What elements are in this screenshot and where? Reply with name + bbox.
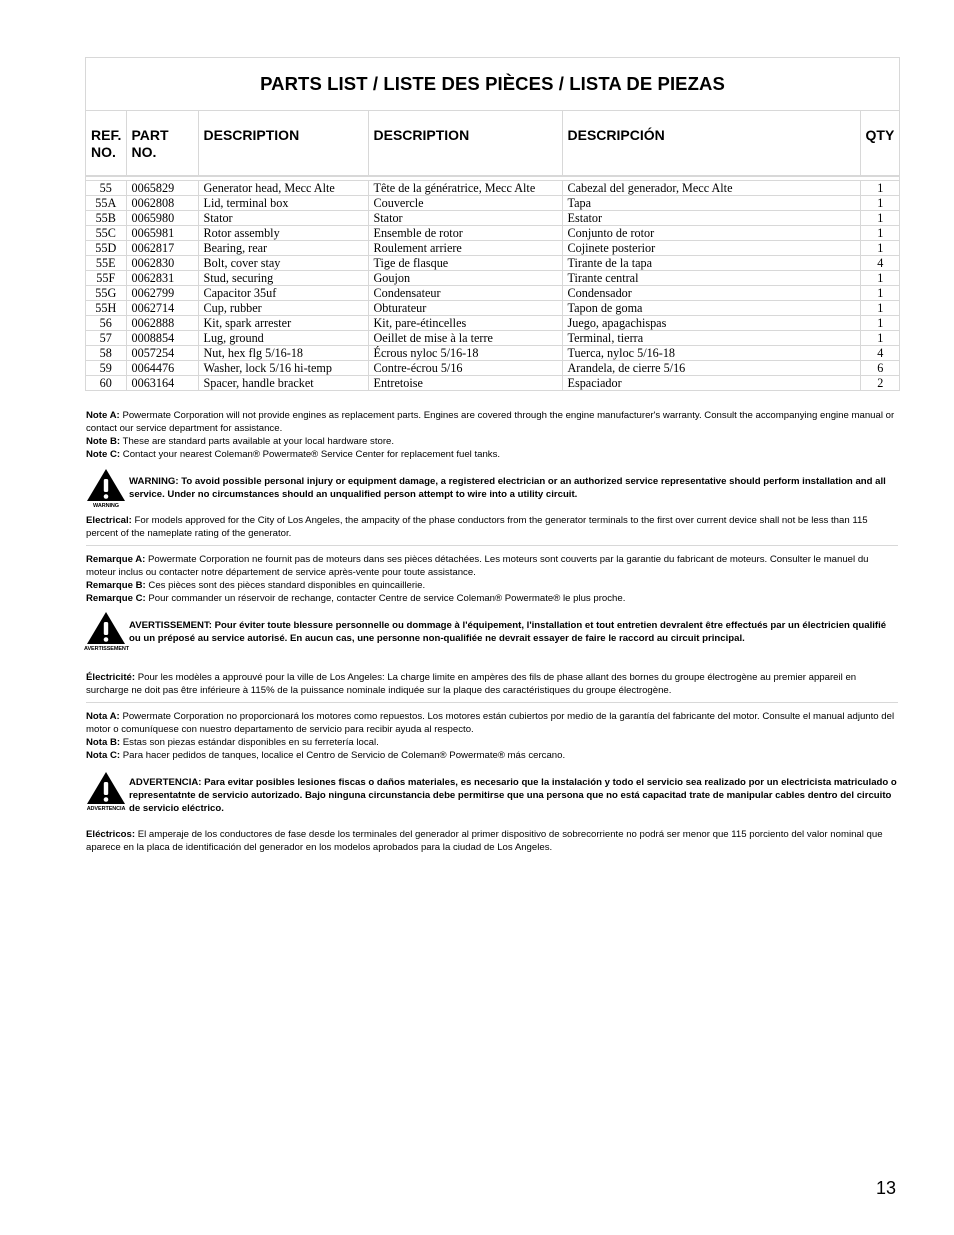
warning-icon: AVERTISSEMENT: [84, 611, 128, 652]
cell-ref-no: 55H: [86, 301, 126, 316]
col-qty: QTY: [865, 127, 895, 143]
cell-description-es: Tapa: [562, 196, 860, 211]
table-header-row: [86, 111, 899, 176]
cell-ref-no: 55G: [86, 286, 126, 301]
cell-description-en: Lug, ground: [198, 331, 368, 346]
cell-qty: 6: [860, 361, 899, 376]
cell-description-en: Nut, hex flg 5/16-18: [198, 346, 368, 361]
page-number: 13: [876, 1178, 897, 1198]
table-row: [86, 256, 899, 271]
warning-text: WARNING: To avoid possible personal injury or equipment damage, a registered electrician or an authorized service representative should perform installation and all service. Under no circumstances should an unqualified person attempt to wire into a utility circuit.: [129, 476, 886, 500]
notes-french: [86, 553, 900, 605]
cell-description-en: Bolt, cover stay: [198, 256, 368, 271]
cell-description-es: Tirante de la tapa: [562, 256, 860, 271]
cell-part-no: 0008854: [126, 331, 198, 346]
cell-description-en: Rotor assembly: [198, 226, 368, 241]
table-row: [86, 346, 899, 361]
divider: [86, 702, 898, 703]
cell-description-fr: Kit, pare-étincelles: [368, 316, 562, 331]
cell-qty: 1: [860, 316, 899, 331]
cell-part-no: 0062799: [126, 286, 198, 301]
cell-description-fr: Couvercle: [368, 196, 562, 211]
table-row: [86, 271, 899, 286]
cell-description-en: Stator: [198, 211, 368, 226]
parts-table: [86, 111, 899, 390]
cell-description-fr: Tige de flasque: [368, 256, 562, 271]
electrical-french: Électricité: Pour les modèles a approuvé pour la ville de Los Angeles: La charge limite en ampères des fils de phase allant des bornes du groupe électrogène au premier appareil en surcharge ne doit pas être inférieure à 115% de la puissance nominale indiquée sur la plaque des caractéristiques du groupe électrogène.: [86, 672, 857, 696]
cell-description-fr: Goujon: [368, 271, 562, 286]
cell-qty: 4: [860, 256, 899, 271]
cell-description-fr: Condensateur: [368, 286, 562, 301]
note-b: Note B: These are standard parts available at your local hardware store.: [86, 436, 395, 447]
col-part-no: PART NO.: [126, 111, 198, 176]
cell-part-no: 0065829: [126, 181, 198, 196]
cell-ref-no: 59: [86, 361, 126, 376]
cell-description-es: Terminal, tierra: [562, 331, 860, 346]
cell-description-fr: Oeillet de mise à la terre: [368, 331, 562, 346]
cell-description-en: Spacer, handle bracket: [198, 376, 368, 391]
cell-part-no: 0064476: [126, 361, 198, 376]
cell-ref-no: 55C: [86, 226, 126, 241]
note-a: Remarque A: Powermate Corporation ne fournit pas de moteurs dans ses pièces détachées. Les moteurs sont couverts par la garantie du fabricant de moteurs. Consulter le manuel du moteur inclus ou contacter notre département de service après-vente pour toute assistance.: [86, 554, 869, 578]
note-c: Nota C: Para hacer pedidos de tanques, localice el Centro de Servicio de Coleman® Powermate® más cercano.: [86, 750, 566, 761]
cell-ref-no: 56: [86, 316, 126, 331]
col-description-fr: DESCRIPTION: [368, 111, 562, 176]
electrical-english: Electrical: For models approved for the City of Los Angeles, the ampacity of the phase conductors from the generator terminals to the first over current device shall not be less than 115 percent of the nameplate rating of the generator.: [86, 515, 868, 539]
table-row: [86, 316, 899, 331]
cell-description-es: Juego, apagachispas: [562, 316, 860, 331]
table-row: [86, 196, 899, 211]
cell-ref-no: 55: [86, 181, 126, 196]
table-row: [86, 361, 899, 376]
cell-part-no: 0062808: [126, 196, 198, 211]
col-description-es: DESCRIPCIÓN: [562, 111, 860, 176]
cell-qty: 1: [860, 196, 899, 211]
table-row: [86, 226, 899, 241]
cell-qty: 4: [860, 346, 899, 361]
table-row: [86, 241, 899, 256]
cell-description-fr: Ensemble de rotor: [368, 226, 562, 241]
warning-text: ADVERTENCIA: Para evitar posibles lesiones fiscas o daños materiales, es necesario que la instalación y todo el servicio sea realizado por un electricista matriculado o representatnte de servicio autorizado. Bajo ninguna circunstancia debe permitirse que una persona que no está capacitad trate de manipular cables dentro del circuito de servicio eléctrico.: [129, 777, 897, 814]
cell-description-fr: Contre-écrou 5/16: [368, 361, 562, 376]
cell-description-es: Conjunto de rotor: [562, 226, 860, 241]
col-description-en: DESCRIPTION: [198, 111, 368, 176]
cell-qty: 1: [860, 241, 899, 256]
notes-spanish: [86, 710, 900, 762]
table-row: [86, 181, 899, 196]
parts-list-table: [85, 57, 900, 391]
cell-part-no: 0062830: [126, 256, 198, 271]
col-ref-no: REF. NO.: [86, 111, 126, 176]
note-a: Nota A: Powermate Corporation no proporcionará los motores como repuestos. Los motores están cubiertos por medio de la garantía del fabricante del motor. Consulte el manual adjunto del motor o comuníquese con nuestro departamento de servicio para recibir ayuda al respecto.: [86, 711, 895, 735]
cell-ref-no: 55A: [86, 196, 126, 211]
cell-qty: 1: [860, 211, 899, 226]
table-row: [86, 211, 899, 226]
cell-description-fr: Écrous nyloc 5/16-18: [368, 346, 562, 361]
cell-ref-no: 55D: [86, 241, 126, 256]
cell-part-no: 0065981: [126, 226, 198, 241]
cell-description-en: Stud, securing: [198, 271, 368, 286]
table-row: [86, 376, 899, 391]
notes-english: [86, 409, 900, 461]
cell-part-no: 0062831: [126, 271, 198, 286]
cell-ref-no: 55F: [86, 271, 126, 286]
cell-description-en: Lid, terminal box: [198, 196, 368, 211]
cell-qty: 1: [860, 181, 899, 196]
cell-description-fr: Obturateur: [368, 301, 562, 316]
warning-icon: WARNING: [84, 468, 128, 509]
cell-description-es: Arandela, de cierre 5/16: [562, 361, 860, 376]
cell-description-en: Generator head, Mecc Alte: [198, 181, 368, 196]
cell-description-es: Condensador: [562, 286, 860, 301]
table-row: [86, 301, 899, 316]
note-b: Nota B: Estas son piezas estándar disponibles en su ferretería local.: [86, 737, 379, 748]
cell-qty: 1: [860, 301, 899, 316]
cell-part-no: 0062817: [126, 241, 198, 256]
cell-ref-no: 58: [86, 346, 126, 361]
cell-description-en: Bearing, rear: [198, 241, 368, 256]
cell-description-fr: Stator: [368, 211, 562, 226]
cell-description-fr: Entretoise: [368, 376, 562, 391]
cell-part-no: 0062888: [126, 316, 198, 331]
table-row: [86, 331, 899, 346]
cell-qty: 2: [860, 376, 899, 391]
note-c: Remarque C: Pour commander un réservoir de rechange, contacter Centre de service Coleman® Powermate® le plus proche.: [86, 593, 626, 604]
parts-table-body: [86, 176, 899, 390]
cell-ref-no: 57: [86, 331, 126, 346]
cell-description-es: Cojinete posterior: [562, 241, 860, 256]
note-a: Note A: Powermate Corporation will not provide engines as replacement parts. Engines are covered through the engine manufacturer's warranty. Consult the accompanying engine manual or contact our service department for assistance.: [86, 410, 895, 434]
cell-description-en: Washer, lock 5/16 hi-temp: [198, 361, 368, 376]
cell-description-fr: Tête de la génératrice, Mecc Alte: [368, 181, 562, 196]
cell-description-fr: Roulement arriere: [368, 241, 562, 256]
cell-qty: 1: [860, 271, 899, 286]
parts-list-title: PARTS LIST / LISTE DES PIÈCES / LISTA DE PIEZAS: [86, 58, 899, 111]
cell-part-no: 0065980: [126, 211, 198, 226]
cell-qty: 1: [860, 226, 899, 241]
warning-icon: ADVERTENCIA: [84, 771, 128, 812]
cell-ref-no: 55B: [86, 211, 126, 226]
cell-description-es: Estator: [562, 211, 860, 226]
cell-description-en: Cup, rubber: [198, 301, 368, 316]
cell-description-es: Tirante central: [562, 271, 860, 286]
cell-part-no: 0062714: [126, 301, 198, 316]
cell-description-en: Capacitor 35uf: [198, 286, 368, 301]
cell-description-es: Tapon de goma: [562, 301, 860, 316]
cell-ref-no: 60: [86, 376, 126, 391]
cell-qty: 1: [860, 331, 899, 346]
warning-text: AVERTISSEMENT: Pour éviter toute blessure personnelle ou dommage à l'équipement, l'installation et tout entretien devralent être effectués par un électricien qualifié ou un préposé au service autorisé. En aucun cas, une personne non-qualifiée ne devrait essayer de faire le raccord au circuit principal.: [129, 620, 887, 644]
divider: [86, 545, 898, 546]
cell-description-es: Cabezal del generador, Mecc Alte: [562, 181, 860, 196]
electrical-spanish: Eléctricos: El amperaje de los conductores de fase desde los terminales del generador al primer dispositivo de sobrecorriente no podrá ser menor que 115 porciento del valor nominal que aparece en la placa de identificación del generador en los modelos aprobados para la ciudad de Los Angeles.: [86, 829, 883, 853]
cell-qty: 1: [860, 286, 899, 301]
note-b: Remarque B: Ces pièces sont des pièces standard disponibles en quincaillerie.: [86, 580, 426, 591]
cell-part-no: 0057254: [126, 346, 198, 361]
table-row: [86, 286, 899, 301]
cell-ref-no: 55E: [86, 256, 126, 271]
cell-description-es: Espaciador: [562, 376, 860, 391]
cell-part-no: 0063164: [126, 376, 198, 391]
cell-description-es: Tuerca, nyloc 5/16-18: [562, 346, 860, 361]
cell-description-en: Kit, spark arrester: [198, 316, 368, 331]
note-c: Note C: Contact your nearest Coleman® Powermate® Service Center for replacement fuel tanks.: [86, 449, 501, 460]
